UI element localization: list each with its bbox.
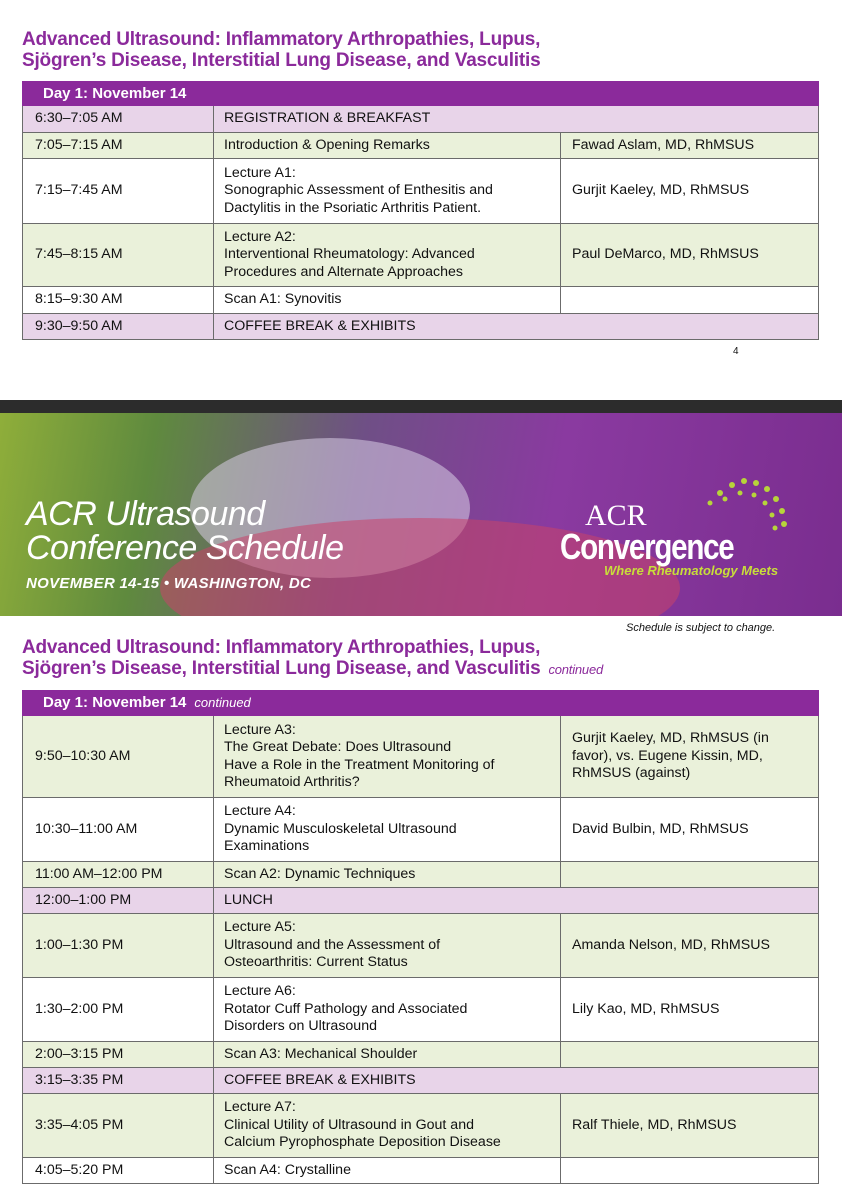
page2-schedule-table xyxy=(22,690,819,1184)
row-session: Scan A4: Crystalline xyxy=(214,1158,561,1184)
row-session: Scan A2: Dynamic Techniques xyxy=(214,862,561,888)
row-session: Lecture A7: Clinical Utility of Ultrasound in Gout and Calcium Pyrophosphate Deposition Disease xyxy=(214,1094,561,1158)
logo-acr-text: ACR xyxy=(585,499,647,532)
row-time: 1:00–1:30 PM xyxy=(23,914,214,978)
table-row xyxy=(23,287,819,314)
row-speaker: Lily Kao, MD, RhMSUS xyxy=(561,978,819,1042)
banner-title-line2: Conference Schedule xyxy=(26,529,344,567)
page2-day-label: Day 1: November 14 xyxy=(43,694,187,712)
schedule-note: Schedule is subject to change. xyxy=(626,622,776,634)
row-speaker: Amanda Nelson, MD, RhMSUS xyxy=(561,914,819,978)
row-time: 11:00 AM–12:00 PM xyxy=(23,862,214,888)
row-time: 9:50–10:30 AM xyxy=(23,716,214,798)
table-row xyxy=(23,862,819,888)
row-time: 3:35–4:05 PM xyxy=(23,1094,214,1158)
row-speaker: Ralf Thiele, MD, RhMSUS xyxy=(561,1094,819,1158)
row-speaker xyxy=(561,1042,819,1068)
row-speaker: David Bulbin, MD, RhMSUS xyxy=(561,798,819,862)
row-time: 4:05–5:20 PM xyxy=(23,1158,214,1184)
table-row xyxy=(23,314,819,340)
row-session: Lecture A5: Ultrasound and the Assessment of Osteoarthritis: Current Status xyxy=(214,914,561,978)
table-row xyxy=(23,1094,819,1158)
page1-day-header: Day 1: November 14 xyxy=(23,82,819,106)
table-row xyxy=(23,133,819,159)
table-row xyxy=(23,716,819,798)
table-row xyxy=(23,1158,819,1184)
row-time: 2:00–3:15 PM xyxy=(23,1042,214,1068)
row-session: Scan A1: Synovitis xyxy=(214,287,561,314)
row-session: COFFEE BREAK & EXHIBITS xyxy=(214,314,819,340)
row-speaker xyxy=(561,287,819,314)
banner-subtitle: NOVEMBER 14-15 • WASHINGTON, DC xyxy=(26,575,312,592)
row-session: Lecture A6: Rotator Cuff Pathology and Associated Disorders on Ultrasound xyxy=(214,978,561,1042)
row-speaker: Fawad Aslam, MD, RhMSUS xyxy=(561,133,819,159)
row-time: 6:30–7:05 AM xyxy=(23,106,214,133)
row-session: Lecture A3: The Great Debate: Does Ultrasound Have a Role in the Treatment Monitoring of Rheumatoid Arthritis? xyxy=(214,716,561,798)
banner-title-line1: ACR Ultrasound xyxy=(26,495,265,533)
banner-title xyxy=(26,497,344,565)
row-session: Lecture A2: Interventional Rheumatology: Advanced Procedures and Alternate Approaches xyxy=(214,224,561,287)
page2-title xyxy=(22,637,603,680)
row-speaker: Paul DeMarco, MD, RhMSUS xyxy=(561,224,819,287)
table-row xyxy=(23,888,819,914)
page-separator xyxy=(0,400,842,413)
page-number: 4 xyxy=(733,346,739,357)
row-session: REGISTRATION & BREAKFAST xyxy=(214,106,819,133)
row-speaker xyxy=(561,1158,819,1184)
row-time: 12:00–1:00 PM xyxy=(23,888,214,914)
table-row xyxy=(23,914,819,978)
row-session: LUNCH xyxy=(214,888,819,914)
row-time: 7:15–7:45 AM xyxy=(23,159,214,224)
table-row xyxy=(23,978,819,1042)
logo-convergence-text: Convergence xyxy=(560,526,734,567)
row-session: COFFEE BREAK & EXHIBITS xyxy=(214,1068,819,1094)
row-speaker: Gurjit Kaeley, MD, RhMSUS xyxy=(561,159,819,224)
table-row xyxy=(23,798,819,862)
row-time: 10:30–11:00 AM xyxy=(23,798,214,862)
row-session: Scan A3: Mechanical Shoulder xyxy=(214,1042,561,1068)
page2-title-line2: Sjögren’s Disease, Interstitial Lung Disease, and Vasculitis xyxy=(22,658,541,679)
row-speaker: Gurjit Kaeley, MD, RhMSUS (in favor), vs. Eugene Kissin, MD, RhMSUS (against) xyxy=(561,716,819,798)
table-row xyxy=(23,1042,819,1068)
row-speaker xyxy=(561,862,819,888)
row-time: 7:45–8:15 AM xyxy=(23,224,214,287)
row-time: 9:30–9:50 AM xyxy=(23,314,214,340)
row-session: Introduction & Opening Remarks xyxy=(214,133,561,159)
page1-title-line1: Advanced Ultrasound: Inflammatory Arthropathies, Lupus, xyxy=(22,29,541,50)
logo-dots-icon xyxy=(708,478,788,531)
page2-title-continued: continued xyxy=(548,662,604,677)
table-row xyxy=(23,1068,819,1094)
table-row xyxy=(23,159,819,224)
page2-day-continued: continued xyxy=(194,695,251,711)
page2-day-header xyxy=(23,691,819,716)
logo-tagline: Where Rheumatology Meets xyxy=(604,563,779,578)
page1-title xyxy=(22,29,540,71)
table-row xyxy=(23,224,819,287)
page2-title-line1: Advanced Ultrasound: Inflammatory Arthropathies, Lupus, xyxy=(22,637,541,658)
row-session: Lecture A4: Dynamic Musculoskeletal Ultrasound Examinations xyxy=(214,798,561,862)
row-time: 8:15–9:30 AM xyxy=(23,287,214,314)
row-session: Lecture A1: Sonographic Assessment of Enthesitis and Dactylitis in the Psoriatic Arthritis Patient. xyxy=(214,159,561,224)
row-time: 3:15–3:35 PM xyxy=(23,1068,214,1094)
conference-banner xyxy=(0,413,842,616)
table-row xyxy=(23,106,819,133)
page1-title-line2: Sjögren’s Disease, Interstitial Lung Disease, and Vasculitis xyxy=(22,50,541,71)
row-time: 1:30–2:00 PM xyxy=(23,978,214,1042)
row-time: 7:05–7:15 AM xyxy=(23,133,214,159)
page1-schedule-table xyxy=(22,81,819,340)
